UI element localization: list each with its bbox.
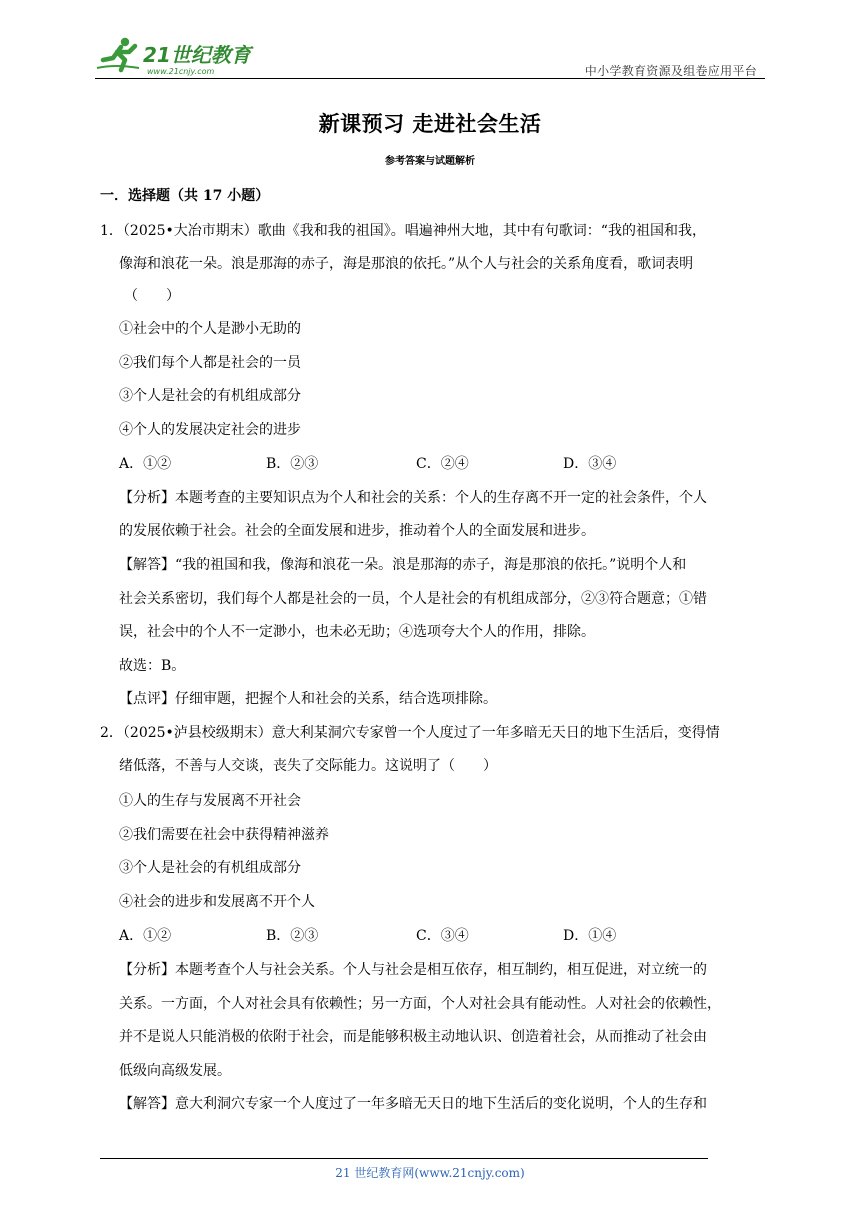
analysis-line: 的发展依赖于社会。社会的全面发展和进步，推动着个人的全面发展和进步。 <box>119 523 595 539</box>
header-slogan: 中小学教育资源及组卷应用平台 <box>584 64 757 78</box>
option-a: A．①② <box>119 456 172 472</box>
option-d: D．③④ <box>563 456 617 472</box>
question-stem-line: 2．（2025•泸县校级期末）意大利某洞穴专家曾一个人度过了一年多暗无天日的地下生活后，变得情 <box>100 725 720 741</box>
question-stem-line: 1．（2025•大冶市期末）歌曲《我和我的祖国》。唱遍神州大地，其中有句歌词：“我的祖国和我， <box>100 223 706 239</box>
option-c: C．②④ <box>416 456 469 472</box>
document-title: 新课预习 走进社会生活 <box>318 111 542 136</box>
statement-item: ①社会中的个人是渺小无助的 <box>119 321 301 337</box>
answer-line: 误，社会中的个人不一定渺小，也未必无助；④选项夸大个人的作用，排除。 <box>119 624 595 640</box>
statement-item: ①人的生存与发展离不开社会 <box>119 793 301 809</box>
question-stem-line: 绪低落，不善与人交谈，丧失了交际能力。这说明了（ ） <box>119 758 497 774</box>
question-stem-line: 像海和浪花一朵。浪是那海的赤子，海是那浪的依托。”从个人与社会的关系角度看，歌词表明 <box>119 256 694 272</box>
answer-line: 社会关系密切，我们每个人都是社会的一员，个人是社会的有机组成部分，②③符合题意；①错 <box>119 591 707 607</box>
comment-line: 【点评】仔细审题，把握个人和社会的关系，结合选项排除。 <box>119 691 497 707</box>
logo-url-text: www.21cnjy.com <box>147 67 215 76</box>
analysis-line: 【分析】本题考查个人与社会关系。个人与社会是相互依存，相互制约，相互促进，对立统一的 <box>119 962 707 978</box>
site-logo <box>95 34 265 76</box>
analysis-line: 【分析】本题考查的主要知识点为个人和社会的关系：个人的生存离不开一定的社会条件，个人 <box>119 490 707 506</box>
header-divider <box>95 78 765 79</box>
answer-line: 【解答】意大利洞穴专家一个人度过了一年多暗无天日的地下生活后的变化说明，个人的生存和 <box>119 1096 707 1112</box>
section-heading: 一．选择题（共 17 小题） <box>100 188 270 204</box>
document-subtitle: 参考答案与试题解析 <box>385 156 475 167</box>
analysis-line: 关系。一方面，个人对社会具有依赖性；另一方面，个人对社会具有能动性。人对社会的依赖性， <box>119 996 721 1012</box>
statement-item: ②我们需要在社会中获得精神滋养 <box>119 827 329 843</box>
runner-icon <box>97 38 139 70</box>
footer-text: 21 世纪教育网(www.21cnjy.com) <box>335 1166 525 1180</box>
footer-divider <box>100 1158 708 1159</box>
logo-main-text: 21世纪教育 <box>143 43 251 67</box>
statement-item: ②我们每个人都是社会的一员 <box>119 355 301 371</box>
statement-item: ③个人是社会的有机组成部分 <box>119 388 301 404</box>
option-c: C．③④ <box>416 928 469 944</box>
question-stem-line: （ ） <box>124 288 180 304</box>
option-a: A．①② <box>119 928 172 944</box>
analysis-line: 低级向高级发展。 <box>119 1063 231 1079</box>
statement-item: ③个人是社会的有机组成部分 <box>119 860 301 876</box>
option-b: B．②③ <box>266 928 319 944</box>
analysis-line: 并不是说人只能消极的依附于社会，而是能够积极主动地认识、创造着社会，从而推动了社会由 <box>119 1029 707 1045</box>
option-d: D．①④ <box>563 928 617 944</box>
answer-line: 【解答】“我的祖国和我，像海和浪花一朵。浪是那海的赤子，海是那浪的依托。”说明个人和 <box>119 557 687 573</box>
answer-choice: 故选：B。 <box>119 658 186 674</box>
statement-item: ④社会的进步和发展离不开个人 <box>119 894 315 910</box>
statement-item: ④个人的发展决定社会的进步 <box>119 422 301 438</box>
page-header <box>95 30 765 80</box>
option-b: B．②③ <box>266 456 319 472</box>
